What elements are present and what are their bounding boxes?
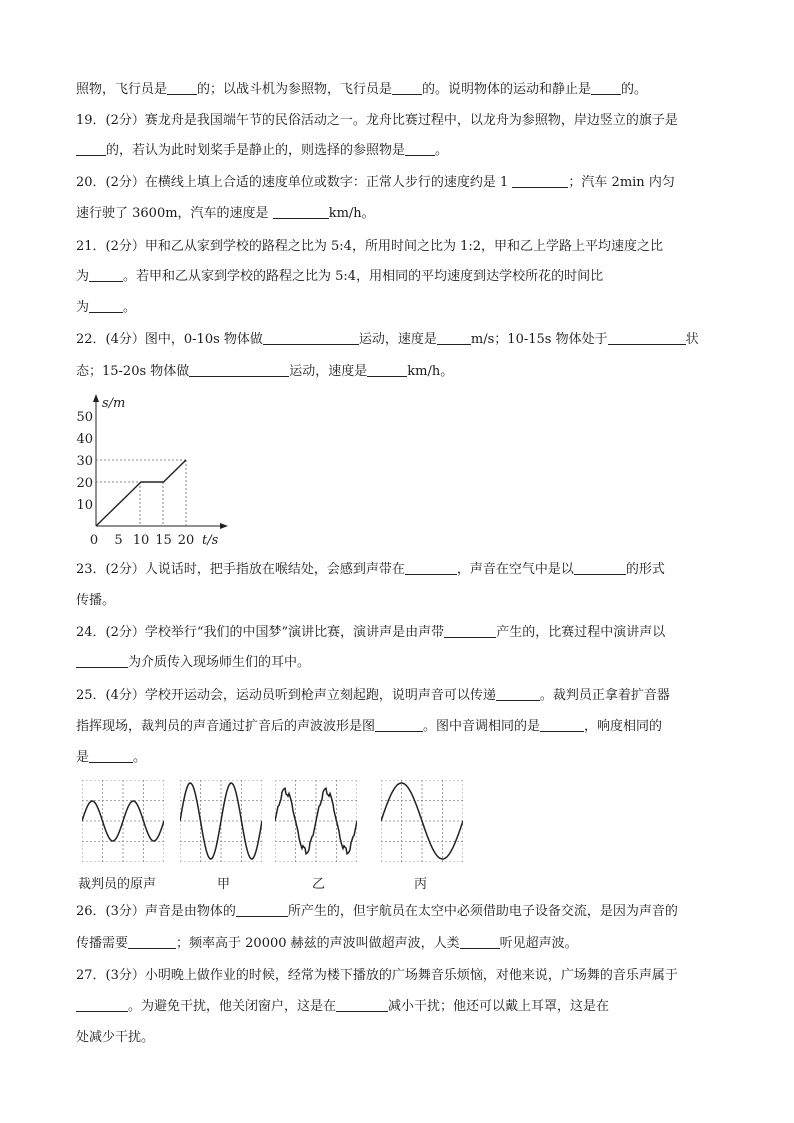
question-text: 24．(2分）学校举行“我们的中国梦”演讲比赛，演讲声是由声带	[76, 625, 445, 640]
question-text: 25．(4分）学校开运动会，运动员听到枪声立刻起跑，说明声音可以传递	[76, 688, 496, 703]
question-text: 态；15-20s 物体做	[76, 364, 190, 379]
question-text: km/h。	[328, 206, 375, 221]
answer-blank[interactable]	[392, 80, 422, 95]
question-line	[76, 362, 718, 382]
question-text: 23．(2分）人说话时，把手指放在喉结处，会感到声带在	[76, 562, 405, 577]
question-line	[76, 902, 718, 922]
question-text: 。裁判员正拿着扩音器	[539, 688, 670, 703]
answer-blank[interactable]	[76, 653, 128, 668]
answer-blank[interactable]	[89, 748, 133, 763]
y-tick-label: 10	[76, 498, 93, 513]
question-line	[76, 173, 718, 193]
question-text: 减小干扰；他还可以戴上耳罩，这是在	[388, 999, 610, 1014]
question-text: 的；以战斗机为参照物，飞行员是	[197, 82, 393, 97]
question-line	[76, 237, 718, 257]
question-text: 传播需要	[76, 936, 129, 951]
answer-blank[interactable]	[405, 560, 457, 575]
question-text: 所产生的，但宇航员在太空中必须借助电子设备交流，是因为声音的	[287, 904, 678, 919]
question-text: 照物，飞行员是	[76, 82, 168, 97]
question-line	[76, 267, 718, 287]
answer-blank[interactable]	[263, 330, 359, 345]
answer-blank[interactable]	[89, 267, 123, 282]
waveform-label: 丙	[414, 877, 428, 892]
answer-blank[interactable]	[375, 717, 423, 732]
question-line	[76, 204, 718, 224]
st-data-line	[96, 460, 186, 526]
question-text: km/h。	[407, 364, 454, 379]
question-text: 为	[76, 269, 90, 284]
question-text: 的。	[621, 82, 648, 97]
question-text: 的，若认为此时划桨手是静止的，则选择的参照物是	[106, 143, 406, 158]
question-line	[76, 80, 718, 100]
waveform-jia	[180, 780, 262, 862]
answer-blank[interactable]	[405, 141, 435, 156]
question-line	[76, 623, 718, 643]
y-tick-label: 30	[76, 454, 93, 469]
question-text: 为介质传入现场师生们的耳中。	[128, 655, 311, 670]
answer-blank[interactable]	[336, 997, 388, 1012]
question-line	[76, 934, 718, 954]
question-text: 。若甲和乙从家到学校的路程之比为 5:4，用相同的平均速度到达学校所花的时间比	[123, 269, 604, 284]
question-line	[76, 997, 718, 1017]
answer-blank[interactable]	[512, 173, 568, 188]
question-line	[76, 591, 718, 611]
answer-blank[interactable]	[591, 80, 621, 95]
question-text: ，声音在空气中是以	[456, 562, 574, 577]
question-line	[76, 686, 718, 706]
answer-blank[interactable]	[128, 934, 176, 949]
waveform-bing	[381, 780, 463, 862]
waveform-label: 乙	[312, 877, 326, 892]
question-line	[76, 298, 718, 318]
question-text: 。	[435, 143, 449, 158]
question-text: 26．(3分）声音是由物体的	[76, 904, 236, 919]
waveform-orig	[82, 780, 164, 862]
waveform-yi	[275, 780, 357, 862]
question-text: 19．(2分）赛龙舟是我国端午节的民俗活动之一。龙舟比赛过程中，以龙舟为参照物，岸边竖立的旗子是	[76, 113, 678, 128]
answer-blank[interactable]	[574, 560, 626, 575]
answer-blank[interactable]	[437, 330, 471, 345]
question-text: ，响度相同的	[584, 719, 663, 734]
x-axis-label: t/s	[202, 533, 219, 548]
x-tick-label: 10	[132, 533, 150, 548]
answer-blank[interactable]	[273, 204, 329, 219]
y-tick-labels	[76, 410, 93, 513]
question-line	[76, 717, 718, 737]
y-axis-label: s/m	[102, 396, 126, 411]
waveform-label: 甲	[217, 877, 231, 892]
question-text: 运动，速度是	[289, 364, 368, 379]
y-tick-label: 50	[76, 410, 93, 425]
question-text: 。	[133, 750, 147, 765]
question-text: m/s；10-15s 物体处于	[470, 332, 608, 347]
answer-blank[interactable]	[189, 362, 289, 377]
answer-blank[interactable]	[608, 330, 686, 345]
question-text: 处减少干扰。	[76, 1030, 155, 1045]
origin-label: 0	[89, 533, 99, 548]
answer-blank[interactable]	[496, 686, 540, 701]
question-text: 。图中音调相同的是	[423, 719, 541, 734]
question-text: 传播。	[76, 593, 116, 608]
question-text: ；汽车 2min 内匀	[568, 175, 675, 190]
question-text: 21．(2分）甲和乙从家到学校的路程之比为 5:4，所用时间之比为 1:2，甲和乙上学路上平均速度之比	[76, 239, 663, 254]
answer-blank[interactable]	[540, 717, 584, 732]
question-text: 。为避免干扰，他关闭窗户，这是在	[128, 999, 337, 1014]
st-graph	[74, 392, 234, 552]
question-line	[76, 560, 718, 580]
question-text: 27．(3分）小明晚上做作业的时候，经常为楼下播放的广场舞音乐烦恼，对他来说，广场舞的音乐声属于	[76, 968, 678, 983]
question-line	[76, 141, 718, 161]
answer-blank[interactable]	[460, 934, 500, 949]
question-text: ；频率高于 20000 赫兹的声波叫做超声波，人类	[176, 936, 460, 951]
question-line	[76, 966, 718, 986]
x-tick-label: 5	[114, 533, 123, 548]
answer-blank[interactable]	[76, 997, 128, 1012]
question-text: 。	[123, 300, 137, 315]
question-text: 的形式	[625, 562, 665, 577]
question-text: 是	[76, 750, 90, 765]
question-text: 指挥现场，裁判员的声音通过扩音后的声波波形是图	[76, 719, 376, 734]
y-tick-label: 20	[76, 476, 93, 491]
question-text: 速行驶了 3600m，汽车的速度是	[76, 206, 273, 221]
waveform-label: 裁判员的原声	[78, 877, 157, 892]
answer-blank[interactable]	[236, 902, 288, 917]
question-text: 的。说明物体的运动和静止是	[422, 82, 592, 97]
x-tick-label: 15	[155, 533, 172, 548]
question-text: 状	[685, 332, 699, 347]
question-text: 运动，速度是	[358, 332, 437, 347]
x-tick-labels	[114, 533, 194, 548]
answer-blank[interactable]	[367, 362, 407, 377]
st-graph-guides	[96, 460, 186, 526]
question-text: 产生的，比赛过程中演讲声以	[496, 625, 666, 640]
y-tick-label: 40	[76, 432, 93, 447]
question-text: 为	[76, 300, 90, 315]
answer-blank[interactable]	[444, 623, 496, 638]
question-line	[76, 330, 718, 350]
question-text: 22．(4分）图中，0-10s 物体做	[76, 332, 263, 347]
question-line	[76, 653, 718, 673]
answer-blank[interactable]	[167, 80, 197, 95]
answer-blank[interactable]	[89, 298, 123, 313]
question-text: 听见超声波。	[499, 936, 578, 951]
question-line	[76, 111, 718, 131]
question-line	[76, 748, 718, 768]
x-tick-label: 20	[177, 533, 195, 548]
question-text: 20．(2分）在横线上填上合适的速度单位或数字：正常人步行的速度约是 1	[76, 175, 513, 190]
answer-blank[interactable]	[76, 141, 106, 156]
question-line	[76, 1028, 718, 1048]
